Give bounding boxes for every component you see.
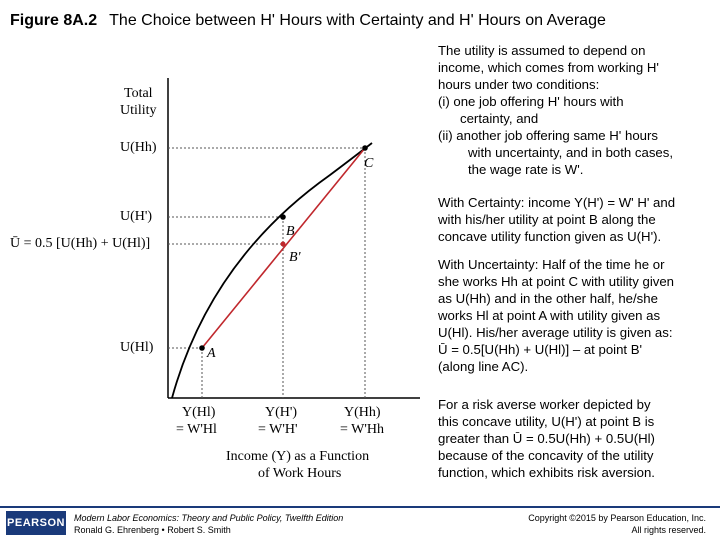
uncertainty-line: (along line AC). — [438, 359, 529, 374]
certainty-line: concave utility function given as U(H'). — [438, 229, 662, 244]
risk-aversion-paragraph — [438, 396, 713, 481]
point-c-marker — [362, 145, 368, 151]
y-tick-uhp: U(H') — [120, 209, 153, 224]
copyright — [528, 512, 706, 536]
figure-caption: The Choice between H' Hours with Certainty and H' Hours on Average — [109, 12, 606, 29]
footer-divider — [0, 506, 720, 508]
y-tick-ul: U(Hl) — [120, 340, 154, 355]
point-c-label: C — [364, 156, 374, 171]
y-tick-uh: U(Hh) — [120, 140, 157, 155]
book-authors: Ronald G. Ehrenberg • Robert S. Smith — [74, 525, 231, 535]
intro-line: certainty, and — [460, 111, 539, 126]
book-title: Modern Labor Economics: Theory and Public Policy, Twelfth Edition — [74, 513, 344, 523]
x-axis-title-2: of Work Hours — [258, 466, 342, 481]
intro-line: (ii) another job offering same H' hours — [438, 128, 658, 143]
uncertainty-line: With Uncertainty: Half of the time he or — [438, 257, 665, 272]
point-b-label: B — [286, 224, 295, 239]
x-tick-yh-2: = W'Hh — [340, 422, 384, 437]
certainty-line: with his/her utility at point B along the — [438, 212, 656, 227]
uncertainty-line: works Hl at point A with utility given as — [438, 308, 661, 323]
y-axis-title-1: Total — [124, 86, 153, 101]
intro-line: (i) one job offering H' hours with — [438, 94, 624, 109]
x-tick-yl-2: = W'Hl — [176, 422, 217, 437]
intro-line: income, which comes from working H' — [438, 60, 659, 75]
rights-line: All rights reserved. — [631, 525, 706, 535]
point-a-label: A — [207, 346, 216, 361]
point-a-marker — [199, 345, 205, 351]
uncertainty-line: as U(Hh) and in the other half, he/she — [438, 291, 658, 306]
book-citation — [74, 512, 343, 536]
pearson-logo: PEARSON — [6, 511, 66, 535]
x-tick-yh-1: Y(Hh) — [344, 405, 381, 420]
intro-line: the wage rate is W'. — [468, 162, 584, 177]
uncertainty-line: Ū = 0.5[U(Hh) + U(Hl)] – at point B' — [438, 342, 643, 357]
risk-line: function, which exhibits risk aversion. — [438, 465, 655, 480]
risk-line: because of the concavity of the utility — [438, 448, 654, 463]
uncertainty-line: she works Hh at point C with utility given — [438, 274, 675, 289]
certainty-line: With Certainty: income Y(H') = W' H' and — [438, 195, 676, 210]
point-bp-label: B' — [289, 250, 301, 265]
point-b-marker — [280, 214, 286, 220]
figure-number: Figure 8A.2 — [10, 12, 98, 29]
intro-line: The utility is assumed to depend on — [438, 43, 646, 58]
risk-line: For a risk averse worker depicted by — [438, 397, 651, 412]
copyright-line: Copyright ©2015 by Pearson Education, Inc. — [528, 513, 706, 523]
uncertainty-paragraph — [438, 256, 713, 375]
x-tick-yl-1: Y(Hl) — [182, 405, 216, 420]
risk-line: this concave utility, U(H') at point B is — [438, 414, 655, 429]
x-tick-yhp-1: Y(H') — [265, 405, 298, 420]
x-axis-title-1: Income (Y) as a Function — [226, 449, 370, 464]
intro-line: with uncertainty, and in both cases, — [468, 145, 674, 160]
intro-paragraph — [438, 42, 713, 178]
uncertainty-line: U(Hl). His/her average utility is given as: — [438, 325, 673, 340]
y-tick-ubar: Ū = 0.5 [U(Hh) + U(Hl)] — [10, 236, 151, 251]
point-bp-marker — [281, 242, 286, 247]
y-axis-title-2: Utility — [120, 103, 157, 118]
x-tick-yhp-2: = W'H' — [258, 422, 298, 437]
risk-line: greater than Ū = 0.5U(Hh) + 0.5U(Hl) — [438, 431, 655, 446]
certainty-paragraph — [438, 194, 713, 245]
utility-curve — [172, 143, 372, 398]
intro-line: hours under two conditions: — [438, 77, 600, 92]
